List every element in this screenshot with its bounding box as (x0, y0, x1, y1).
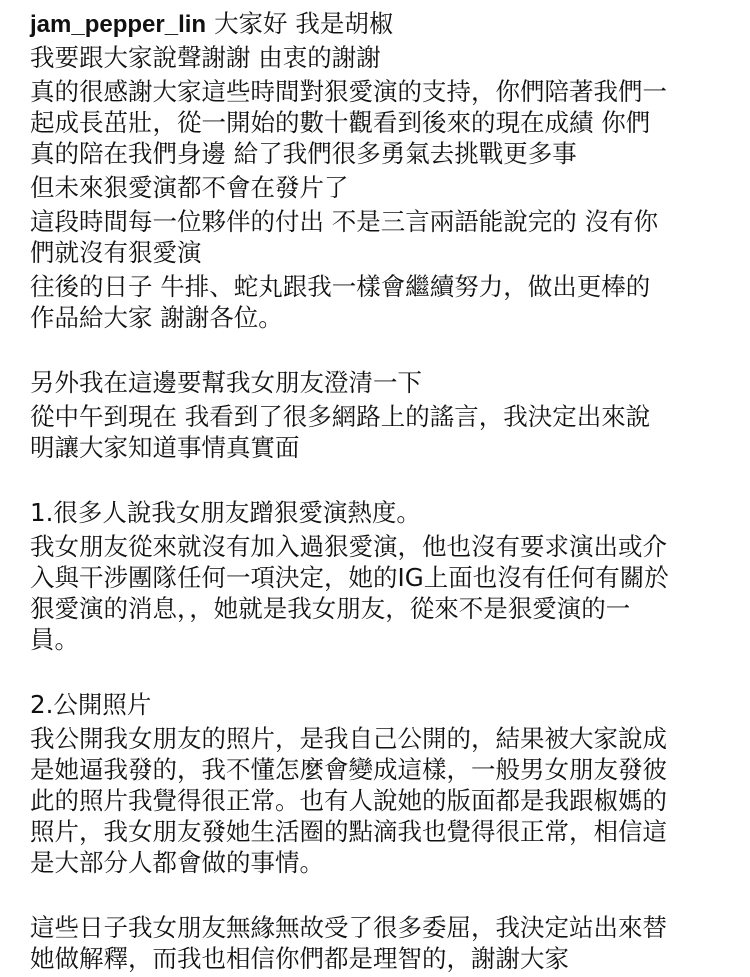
post-caption (30, 8, 730, 977)
caption-line: 員。 (30, 625, 79, 654)
caption-header (30, 8, 730, 40)
caption-line: 是她逼我發的，我不懂怎麼會變成這樣，一般男女朋友發彼 (30, 755, 667, 784)
username-link[interactable]: jam_pepper_lin (30, 11, 207, 38)
caption-line: 們就沒有狠愛演 (30, 238, 202, 267)
caption-line: 往後的日子 牛排、蛇丸跟我一樣會繼續努力，做出更棒的 (30, 272, 651, 301)
caption-paragraph (30, 367, 730, 398)
caption-line: 狠愛演的消息，，她就是我女朋友，從來不是狠愛演的一 (30, 594, 631, 623)
caption-line: 我公開我女朋友的照片，是我自己公開的，結果被大家說成 (30, 724, 667, 753)
caption-paragraph (30, 401, 730, 463)
caption-line: 照片，我女朋友發她生活圈的點滴我也覺得很正常，相信這 (30, 817, 667, 846)
paragraph-spacer (30, 336, 730, 367)
caption-paragraph (30, 531, 730, 655)
caption-line: 但未來狠愛演都不會在發片了 (30, 173, 349, 202)
caption-line: 我要跟大家說聲謝謝 由衷的謝謝 (30, 43, 381, 72)
caption-paragraph (30, 271, 730, 333)
caption-line: 這段時間每一位夥伴的付出 不是三言兩語能說完的 沒有你 (30, 207, 659, 236)
caption-line: 明讓大家知道事情真實面 (30, 433, 300, 462)
caption-paragraph (30, 497, 730, 528)
caption-greeting: 大家好 我是胡椒 (214, 9, 394, 38)
caption-paragraph (30, 76, 730, 169)
paragraph-spacer (30, 881, 730, 912)
caption-body (30, 42, 730, 974)
caption-line: 起成長茁壯，從一開始的數十觀看到後來的現在成績 你們 (30, 108, 651, 137)
caption-line: 作品給大家 謝謝各位。 (30, 303, 283, 332)
caption-line: 2.公開照片 (30, 690, 152, 719)
caption-line: 另外我在這邊要幫我女朋友澄清一下 (30, 368, 422, 397)
caption-line: 這些日子我女朋友無緣無故受了很多委屈，我決定站出來替 (30, 913, 667, 942)
caption-paragraph (30, 42, 730, 73)
caption-line: 入與干涉團隊任何一項決定，她的IG上面也沒有任何有關於 (30, 563, 669, 592)
caption-paragraph (30, 172, 730, 203)
paragraph-spacer (30, 658, 730, 689)
caption-line: 是大部分人都會做的事情。 (30, 848, 324, 877)
paragraph-spacer (30, 466, 730, 497)
caption-paragraph (30, 723, 730, 878)
caption-paragraph (30, 689, 730, 720)
caption-line: 我女朋友從來就沒有加入過狠愛演，他也沒有要求演出或介 (30, 532, 667, 561)
caption-line: 她做解釋，而我也相信你們都是理智的，謝謝大家 (30, 944, 569, 973)
caption-line: 1.很多人說我女朋友蹭狠愛演熱度。 (30, 498, 421, 527)
caption-line: 從中午到現在 我看到了很多網路上的謠言，我決定出來說 (30, 402, 651, 431)
caption-line: 真的很感謝大家這些時間對狠愛演的支持，你們陪著我們一 (30, 77, 667, 106)
caption-line: 真的陪在我們身邊 給了我們很多勇氣去挑戰更多事 (30, 139, 577, 168)
caption-paragraph (30, 206, 730, 268)
caption-paragraph (30, 912, 730, 974)
caption-line: 此的照片我覺得很正常。也有人說她的版面都是我跟椒媽的 (30, 786, 667, 815)
